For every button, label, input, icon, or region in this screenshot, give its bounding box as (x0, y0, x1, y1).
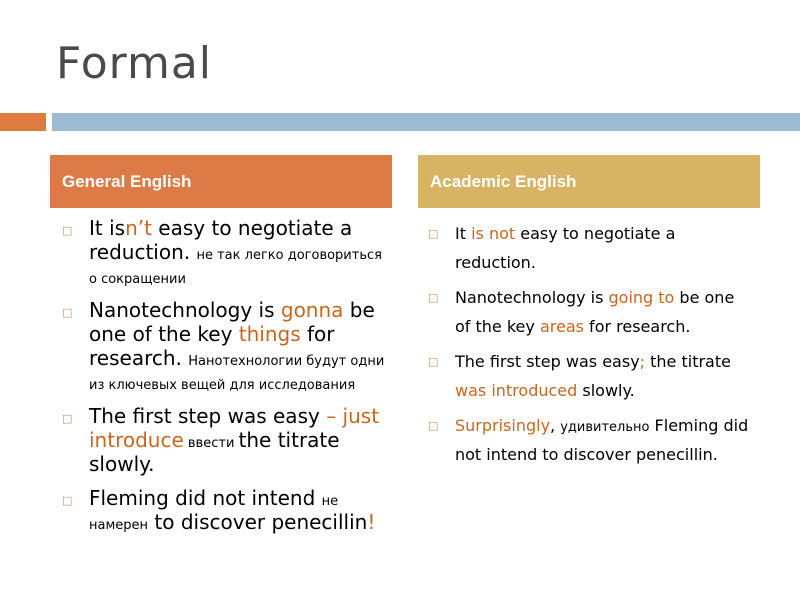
bullet-icon: □ (62, 306, 73, 319)
bullet-icon: □ (62, 412, 73, 425)
translation: ввести (183, 436, 239, 451)
slide-title: Formal (56, 38, 213, 89)
accent-bar-blue (52, 113, 800, 131)
list-item: □ Surprisingly, удивительно Fleming did not intend to discover penecillin. (428, 411, 753, 469)
list-item: □ It isn’t easy to negotiate a reduction. не так легко договориться о сокращении (62, 216, 382, 287)
list-item: □ Nanotechnology is gonna be one of the key things for research. Нанотехнологии будут одни из ключевых вещей для исследования (62, 298, 385, 393)
translation: Нанотехнологии будут одни из ключевых вещей для исследования (89, 354, 385, 393)
general-english-list (62, 216, 387, 544)
bullet-icon: □ (428, 291, 439, 304)
header-general-english: General English (50, 155, 392, 208)
translation: удивительно (560, 420, 650, 435)
list-item: □ The first step was easy; the titrate was introduced slowly. (428, 347, 753, 405)
list-item: □ It is not easy to negotiate a reduction. (428, 219, 753, 277)
bullet-icon: □ (428, 227, 439, 240)
list-item: □ The first step was easy – just introduce ввести the titrate slowly. (62, 404, 380, 476)
bullet-icon: □ (428, 355, 439, 368)
list-item: □ Fleming did not intend не намерен to discover penecillin! (62, 486, 376, 534)
list-item: □ Nanotechnology is going to be one of the key areas for research. (428, 283, 753, 341)
bullet-icon: □ (62, 224, 73, 237)
translation: не так легко договориться о сокращении (89, 248, 382, 287)
translation: не намерен (89, 494, 339, 533)
accent-bar-orange (0, 113, 46, 131)
bullet-icon: □ (62, 494, 73, 507)
academic-english-list (428, 219, 753, 475)
header-academic-english: Academic English (418, 155, 760, 208)
bullet-icon: □ (428, 419, 439, 432)
